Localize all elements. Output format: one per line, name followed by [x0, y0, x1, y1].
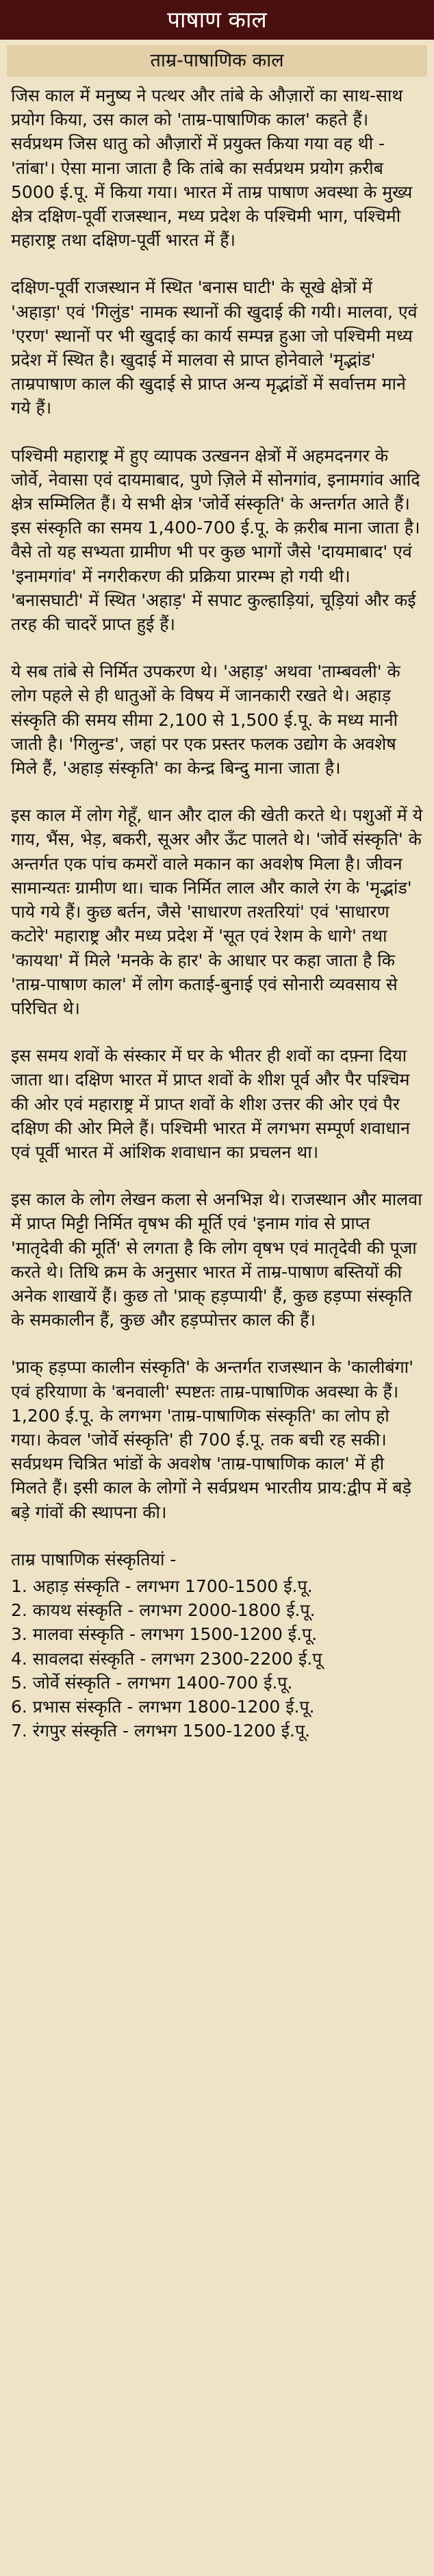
paragraph-worship: इस काल के लोग लेखन कला से अनभिज्ञ थे। राजस्थान और मालवा में प्राप्त मिट्टी निर्मित वृषभ की मूर्ति एवं 'इनाम गांव से प्राप्त 'मातृदेवी की मूर्ति' से लगता है कि लोग वृषभ एवं मातृदेवी की पूजा करते थे। तिथि क्रम के अनुसार भारत में ताम्र-पाषाण बस्तियों की अनेक शाखायें हैं। कुछ तो 'प्राक् हड़प्पायी' हैं, कुछ हड़प्पा संस्कृति के समकालीन हैं, कुछ और हड़प्पोत्तर काल की हैं।: [11, 1189, 422, 1330]
list-item: 6. प्रभास संस्कृति - लगभग 1800-1200 ई.पू.: [11, 1696, 315, 1717]
cultures-list: [11, 1574, 423, 1743]
list-item: 2. कायथ संस्कृति - लगभग 2000-1800 ई.पू.: [11, 1600, 316, 1621]
paragraph-rajasthan: दक्षिण-पूर्वी राजस्थान में स्थित 'बनास घाटी' के सूखे क्षेत्रों में 'अहाड़ा' एवं 'गिलुंड' नामक स्थानों की खुदाई की गयी। मालवा, एवं 'एरण' स्थानों पर भी खुदाई का कार्य सम्पन्न हुआ जो पश्चिमी मध्य प्रदेश में स्थित है। खुदाई में मालवा से प्राप्त होनेवाले 'मृद्भांड' ताम्रपाषाण काल की खुदाई से प्राप्त अन्य मृद्भांडों में सर्वात्तम माने गये हैं।: [11, 277, 418, 418]
cultures-heading: ताम्र पाषाणिक संस्कृतियां -: [11, 1549, 177, 1569]
list-item: 4. सावलदा संस्कृति - लगभग 2300-2200 ई.पू: [11, 1648, 322, 1669]
paragraph-maharashtra: पश्चिमी महाराष्ट्र में हुए व्यापक उत्खनन क्षेत्रों में अहमदनगर के जोर्वे, नेवासा एवं दायमाबाद, पुणे ज़िले में सोनगांव, इनामगांव आदि क्षेत्र सम्मिलित हैं। ये सभी क्षेत्र 'जोर्वे संस्कृति' के अन्तर्गत आते हैं। इस संस्कृति का समय 1,400-700 ई.पू. के क़रीब माना जाता है। वैसे तो यह सभ्यता ग्रामीण भी पर कुछ भागों जैसे 'दायमाबाद' एवं 'इनामगांव' में नगरीकरण की प्रक्रिया प्रारम्भ हो गयी थी। 'बनासघाटी' में स्थित 'अहाड़' में सपाट कुल्हाड़ियां, चूड़ियां और कई तरह की चादरें प्राप्त हुई हैं।: [11, 445, 420, 635]
cultures-section: [11, 1548, 423, 1743]
page-title: पाषाण काल: [0, 0, 434, 40]
list-item: 1. अहाड़ संस्कृति - लगभग 1700-1500 ई.पू.: [11, 1576, 313, 1596]
paragraph-ahar: ये सब तांबे से निर्मित उपकरण थे। 'अहाड़' अथवा 'ताम्बवली' के लोग पहले से ही धातुओं के विषय में जानकारी रखते थे। अहाड़ संस्कृति की समय सीमा 2,100 से 1,500 ई.पू. के मध्य मानी जाती है। 'गिलुन्ड', जहां पर एक प्रस्तर फलक उद्योग के अवशेष मिले हैं, 'अहाड़ संस्कृति' का केन्द्र बिन्दु माना जाता है।: [11, 661, 400, 779]
list-item: 7. रंगपुर संस्कृति - लगभग 1500-1200 ई.पू.: [11, 1721, 311, 1741]
paragraph-agriculture: इस काल में लोग गेहूँ, धान और दाल की खेती करते थे। पशुओं में ये गाय, भैंस, भेड़, बकरी, सूअर और ऊँट पालते थे। 'जोर्वे संस्कृति' के अन्तर्गत एक पांच कमरों वाले मकान का अवशेष मिला है। जीवन सामान्यतः ग्रामीण था। चाक निर्मित लाल और काले रंग के 'मृद्भांड' पाये गये हैं। कुछ बर्तन, जैसे 'साधारण तश्तरियां' एवं 'साधारण कटोरे' महाराष्ट्र और मध्य प्रदेश में 'सूत एवं रेशम के धागे' तथा 'कायथा' में मिले 'मनके के हार' के आधार पर कहा जाता है कि 'ताम्र-पाषाण काल' में लोग कताई-बुनाई एवं सोनारी व्यवसाय से परिचित थे।: [11, 805, 423, 1018]
section-subtitle: ताम्र-पाषाणिक काल: [7, 45, 427, 77]
paragraph-intro: जिस काल में मनुष्य ने पत्थर और तांबे के औज़ारों का साथ-साथ प्रयोग किया, उस काल को 'ताम्र-पाषाणिक काल' कहते हैं। सर्वप्रथम जिस धातु को औज़ारों में प्रयुक्त किया गया वह थी - 'तांबा'। ऐसा माना जाता है कि तांबे का सर्वप्रथम प्रयोग क़रीब 5000 ई.पू. में किया गया। भारत में ताम्र पाषाण अवस्था के मुख्य क्षेत्र दक्षिण-पूर्वी राजस्थान, मध्य प्रदेश के पश्चिमी भाग, पश्चिमी महाराष्ट्र तथा दक्षिण-पूर्वी भारत में हैं।: [11, 86, 413, 251]
paragraph-burial: इस समय शवों के संस्कार में घर के भीतर ही शवों का दफ़्ना दिया जाता था। दक्षिण भारत में प्राप्त शवों के शीश पूर्व और पैर पश्चिम की ओर एवं महाराष्ट्र में प्राप्त शवों के शीश उत्तर की ओर एवं पैर दक्षिण की ओर मिले हैं। पश्चिमी भारत में लगभग सम्पूर्ण शवाधान एवं पूर्वी भारत में आंशिक शवाधान का प्रचलन था।: [11, 1046, 410, 1162]
list-item: 5. जोर्वे संस्कृति - लगभग 1400-700 ई.पू.: [11, 1672, 293, 1693]
paragraph-pre-harappan: 'प्राक् हड़प्पा कालीन संस्कृति' के अन्तर्गत राजस्थान के 'कालीबंगा' एवं हरियाणा के 'बनवाली' स्पष्टतः ताम्र-पाषाणिक अवस्था के हैं। 1,200 ई.पू. के लगभग 'ताम्र-पाषाणिक संस्कृति' का लोप हो गया। केवल 'जोर्वे संस्कृति' ही 700 ई.पू. तक बची रह सकी। सर्वप्रथम चित्रित भांडों के अवशेष 'ताम्र-पाषाणिक काल' में ही मिलते हैं। इसी काल के लोगों ने सर्वप्रथम भारतीय प्राय:द्वीप में बड़े बड़े गांवों की स्थापना की।: [11, 1357, 414, 1522]
article-body: [8, 84, 426, 1743]
list-item: 3. मालवा संस्कृति - लगभग 1500-1200 ई.पू.: [11, 1624, 318, 1645]
